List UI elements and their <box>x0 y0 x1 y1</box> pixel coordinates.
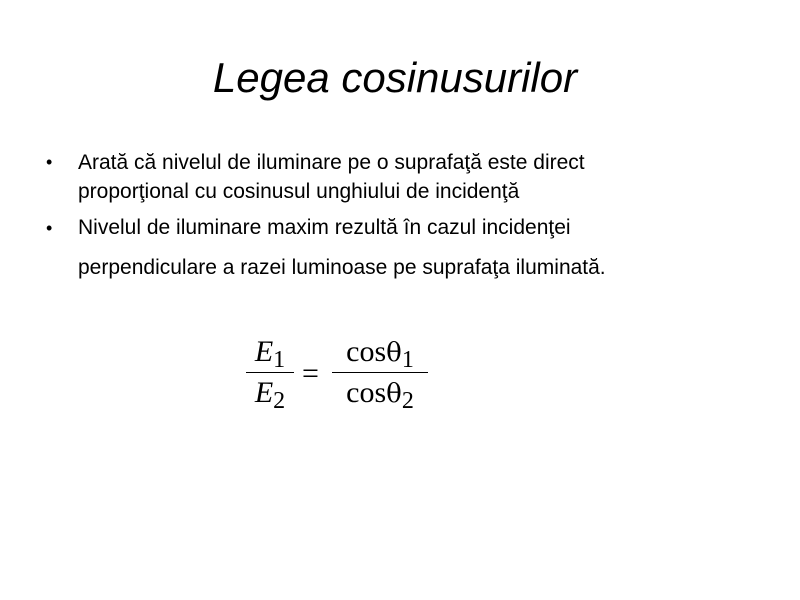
e2-subscript: 2 <box>273 388 286 414</box>
bullet-item-1 <box>46 148 766 206</box>
e1-variable: E <box>254 335 274 368</box>
cos-function-2: cos <box>346 376 387 409</box>
cos-function-1: cos <box>346 335 387 368</box>
theta-symbol-2: θ <box>386 379 402 409</box>
illuminance-ratio-numerator <box>246 332 294 372</box>
e1-subscript: 1 <box>273 347 286 373</box>
theta-symbol-1: θ <box>386 338 402 368</box>
cosine-law-formula <box>246 332 446 424</box>
bullet-1-line-2: proporţional cu cosinusul unghiului de incidenţă <box>78 180 520 203</box>
bullet-marker: • <box>46 152 53 172</box>
equals-sign: = <box>302 357 319 390</box>
bullet-item-2 <box>46 208 766 288</box>
e2-variable: E <box>254 376 274 409</box>
cosine-ratio <box>332 332 428 413</box>
bullet-2-line-1: Nivelul de iluminare maxim rezultă în cazul incidenţei <box>78 216 571 239</box>
theta-2-subscript: 2 <box>401 388 414 414</box>
slide-title: Legea cosinusurilor <box>212 54 578 101</box>
bullet-1-line-1: Arată că nivelul de iluminare pe o suprafaţă este direct <box>78 151 585 174</box>
theta-1-subscript: 1 <box>401 347 414 373</box>
bullet-marker: • <box>46 218 53 238</box>
cosine-ratio-numerator <box>332 332 428 372</box>
illuminance-ratio-denominator <box>246 373 294 413</box>
bullet-list <box>46 148 766 288</box>
bullet-2-line-2: perpendiculare a razei luminoase pe suprafaţa iluminată. <box>78 256 606 279</box>
illuminance-ratio <box>246 332 294 413</box>
cosine-ratio-denominator <box>332 373 428 413</box>
